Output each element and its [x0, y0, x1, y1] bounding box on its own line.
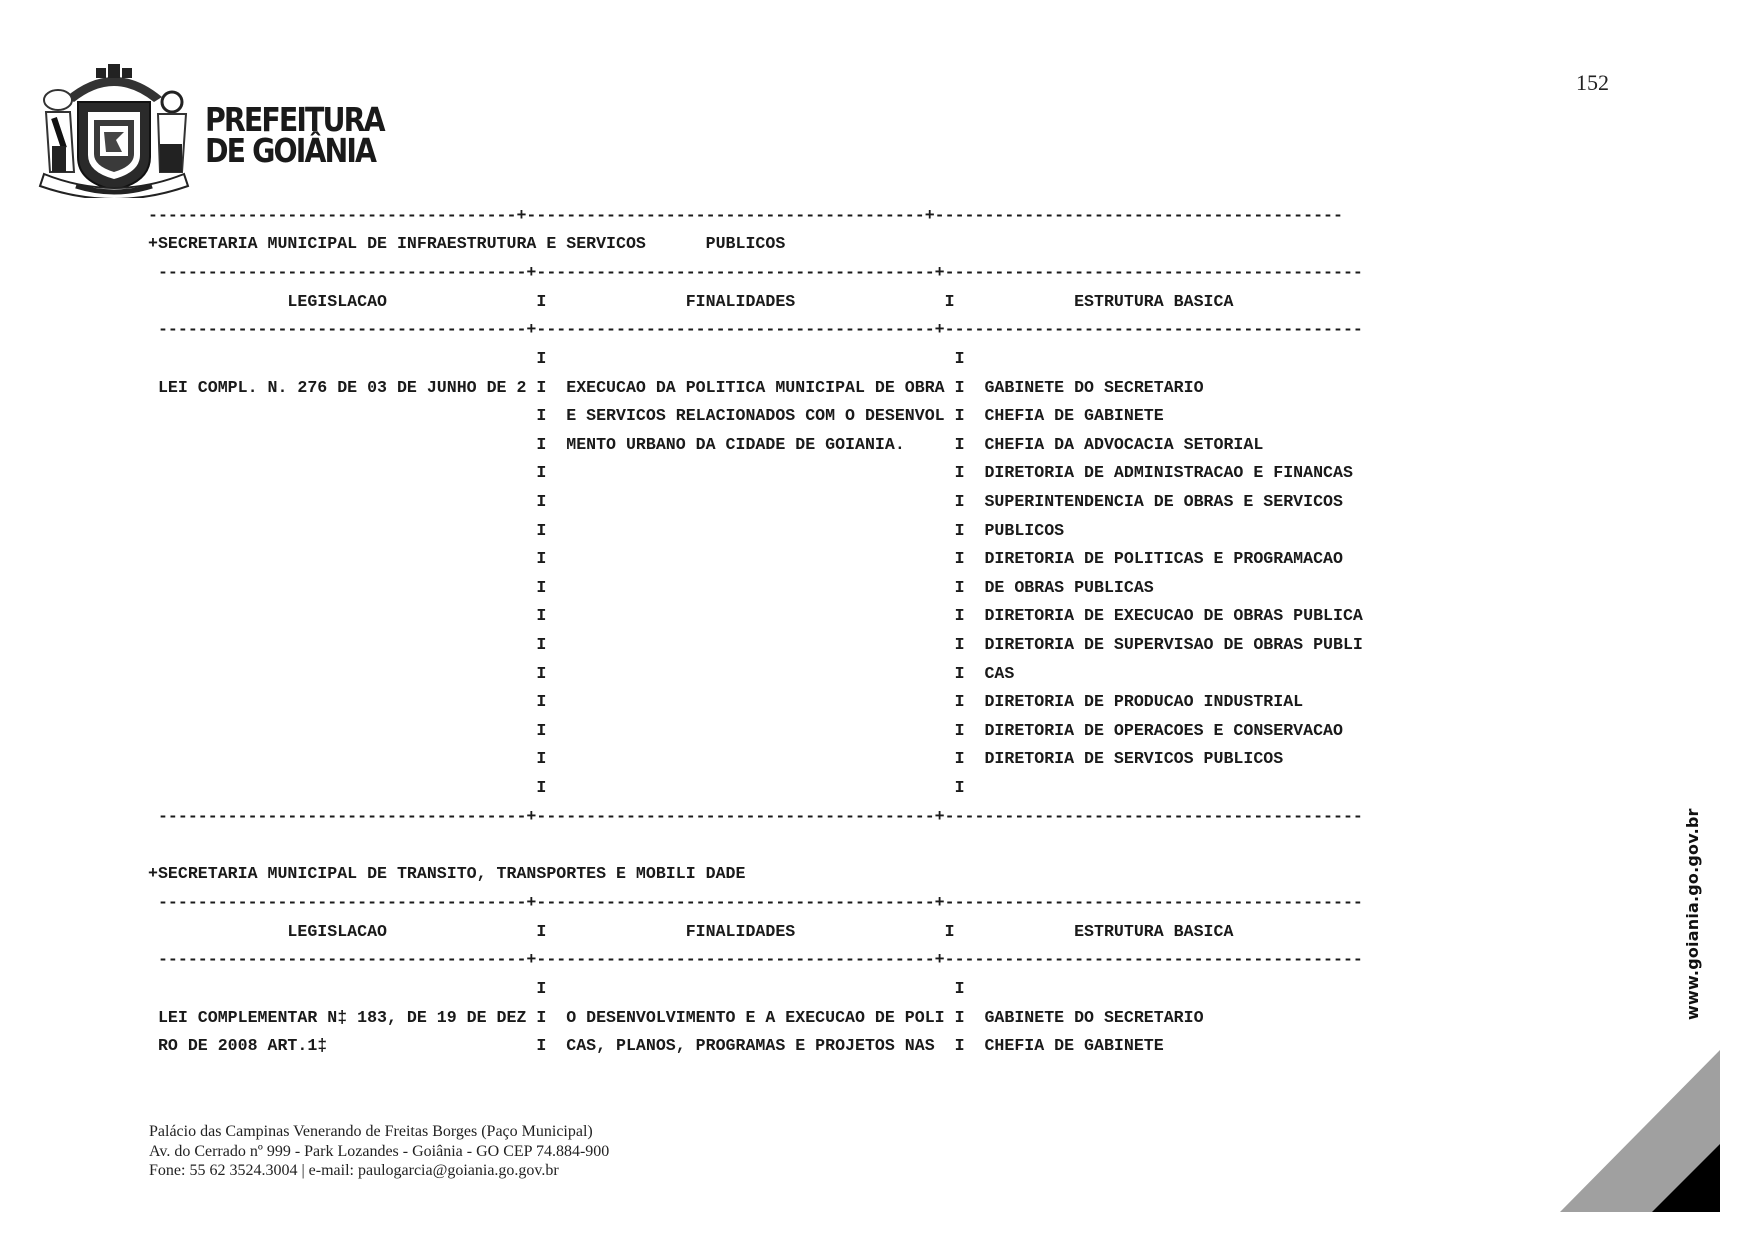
separator-line: -------------------------------------+----------------------------------------+------------------------------------------ — [148, 807, 1363, 826]
table-row: I I DIRETORIA DE PRODUCAO INDUSTRIAL — [148, 692, 1304, 712]
table-row: I I DE OBRAS PUBLICAS — [148, 577, 1154, 597]
footer-line-1: Palácio das Campinas Venerando de Freitas Borges (Paço Municipal) — [149, 1123, 593, 1140]
table-row: RO DE 2008 ART.1‡ I CAS, PLANOS, PROGRAMAS E PROJETOS NAS I CHEFIA DE GABINETE — [148, 1036, 1164, 1056]
table-header: LEGISLACAO I FINALIDADES I ESTRUTURA BASICA — [148, 922, 1363, 941]
table-row: I I DIRETORIA DE POLITICAS E PROGRAMACAO — [148, 549, 1343, 569]
table-row: I I DIRETORIA DE SERVICOS PUBLICOS — [148, 749, 1284, 769]
table-row: I I — [148, 778, 985, 797]
separator-line: -------------------------------------+----------------------------------------+------------------------------------------ — [148, 263, 1363, 282]
table-row: I I DIRETORIA DE OPERACOES E CONSERVACAO — [148, 720, 1343, 740]
table-row: I I — [148, 979, 985, 998]
section-title: +SECRETARIA MUNICIPAL DE INFRAESTRUTURA E SERVICOS PUBLICOS — [148, 234, 786, 253]
table-row: I MENTO URBANO DA CIDADE DE GOIANIA. I CHEFIA DA ADVOCACIA SETORIAL — [148, 434, 1264, 454]
table-row: LEI COMPL. N. 276 DE 03 DE JUNHO DE 2 I EXECUCAO DA POLITICA MUNICIPAL DE OBRA I GABINETE DO SECRETARIO — [148, 377, 1204, 397]
separator-line: -------------------------------------+----------------------------------------+------------------------------------------ — [148, 893, 1363, 912]
footer-line-3: Fone: 55 62 3524.3004 | e-mail: paulogarcia@goiania.go.gov.br — [149, 1162, 559, 1179]
table-header: LEGISLACAO I FINALIDADES I ESTRUTURA BASICA — [148, 292, 1363, 311]
footer-address — [149, 1122, 609, 1181]
corner-decoration-icon — [1560, 1050, 1720, 1212]
logo-line-1: PREFEITURA — [205, 100, 384, 139]
coat-of-arms-icon — [36, 62, 192, 198]
table-row: I I — [148, 349, 985, 368]
section-title: +SECRETARIA MUNICIPAL DE TRANSITO, TRANSPORTES E MOBILI DADE — [148, 864, 746, 883]
separator-line: -------------------------------------+----------------------------------------+------------------------------------------ — [148, 320, 1363, 339]
separator-line: -------------------------------------+----------------------------------------+------------------------------------------ — [148, 950, 1363, 969]
table-row: I I DIRETORIA DE SUPERVISAO DE OBRAS PUBLI — [148, 635, 1363, 654]
table-row: I I SUPERINTENDENCIA DE OBRAS E SERVICOS — [148, 492, 1343, 511]
logo-line-2: DE GOIÂNIA — [205, 131, 376, 170]
table-row: I I CAS — [148, 663, 1015, 683]
table-row: I I DIRETORIA DE ADMINISTRACAO E FINANCAS — [148, 463, 1353, 483]
table-row: I I PUBLICOS — [148, 520, 1065, 540]
prefeitura-logo-text — [205, 100, 384, 170]
website-url: www.goiania.go.gov.br — [1683, 808, 1702, 1020]
table-row: LEI COMPLEMENTAR N‡ 183, DE 19 DE DEZ I O DESENVOLVIMENTO E A EXECUCAO DE POLI I GABINETE DO SECRETARIO — [148, 1007, 1204, 1027]
page-number: 152 — [1576, 70, 1609, 95]
footer-line-2: Av. do Cerrado nº 999 - Park Lozandes - Goiânia - GO CEP 74.884-900 — [149, 1142, 610, 1160]
table-row: I I DIRETORIA DE EXECUCAO DE OBRAS PUBLICA — [148, 606, 1363, 626]
separator-line: -------------------------------------+----------------------------------------+----------------------------------------- — [148, 206, 1343, 225]
table-row: I E SERVICOS RELACIONADOS COM O DESENVOL I CHEFIA DE GABINETE — [148, 406, 1164, 426]
